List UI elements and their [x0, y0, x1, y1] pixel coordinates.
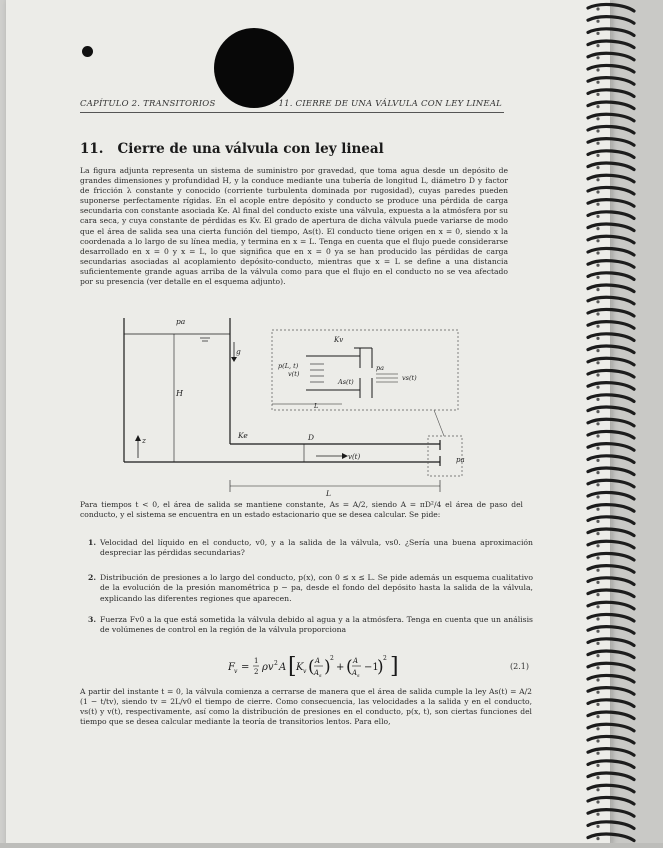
binding-hole [596, 642, 599, 645]
paragraph-tiempos: Para tiempos t < 0, el área de salida se mantiene constante, As = A/2, siendo A = πD²/4 el área de paso del conducto, y el sistema se encuentra en un estado estacionario que se desea calcular. Se pide: [80, 500, 523, 520]
binding-hole [596, 813, 599, 816]
svg-text:K: K [296, 662, 304, 673]
svg-text:A: A [352, 669, 358, 677]
svg-text:2: 2 [383, 655, 387, 662]
binding-hole [596, 105, 599, 108]
spiral-coil [588, 114, 634, 121]
binding-hole [596, 288, 599, 291]
question-text: Fuerza Fv0 a la que está sometida la válvula debido al agua y a la atmósfera. Tenga en cuenta que un análisis de volúmenes de control en la región de la válvula proporciona [100, 615, 533, 635]
svg-text:A: A [279, 662, 287, 673]
svg-text:1: 1 [254, 657, 259, 665]
label-v-t: v(t) [348, 453, 361, 461]
binding-hole [596, 227, 599, 230]
svg-text:s: s [357, 673, 360, 679]
question-number: 1. [88, 538, 97, 547]
binding-hole [596, 605, 599, 608]
binding-hole [596, 495, 599, 498]
spiral-coil [588, 395, 634, 402]
binding-hole [596, 349, 599, 352]
svg-text:): ) [324, 657, 331, 677]
section-title [80, 141, 384, 157]
svg-text:A: A [315, 657, 321, 665]
svg-text:[: [ [288, 654, 297, 679]
spiral-coil [588, 297, 634, 304]
binding-hole [596, 691, 599, 694]
paragraph-final: A partir del instante t = 0, la válvula comienza a cerrarse de manera que el área de salida cumple la ley As(t) = A/2 (1 − t/tv), siendo tv = 2L/v0 el tiempo de cierre. Como consecuencia, las velocidades a la salida y en el conducto, vs(t) y v(t), respectivamente, así como la distribución de presiones en el conducto, p(x, t), son ciertas funciones del tiempo que se desea calcular mediante la teoría de transitorios lentos. Para ello, [80, 687, 532, 727]
svg-text:−1: −1 [364, 662, 379, 673]
label-vs-t: vs(t) [402, 374, 417, 382]
spiral-coil [588, 749, 634, 756]
spiral-coil [588, 248, 634, 255]
spiral-coil [588, 651, 634, 658]
spiral-coil [588, 163, 634, 170]
spiral-coil [588, 505, 634, 512]
spiral-coil [588, 309, 634, 316]
spiral-coil [588, 797, 634, 804]
spiral-coil [588, 126, 634, 133]
question-list [88, 538, 533, 645]
binding-hole [596, 752, 599, 755]
label-g: g [236, 347, 241, 356]
binding-hole [596, 44, 599, 47]
spiral-coil [588, 541, 634, 548]
label-pa-detail: pa [376, 364, 385, 372]
label-pa-right: pa [456, 456, 465, 464]
binding-hole [596, 373, 599, 376]
header-section: 11. CIERRE DE UNA VÁLVULA CON LEY LINEAL [278, 99, 502, 109]
binding-hole [596, 666, 599, 669]
label-As-t: As(t) [338, 378, 354, 386]
binding-hole [596, 825, 599, 828]
spiral-coil [588, 602, 634, 609]
spiral-coil [588, 736, 634, 743]
binding-hole [596, 703, 599, 706]
binding-hole [596, 678, 599, 681]
binding-hole [596, 593, 599, 596]
spiral-coil [588, 834, 634, 841]
binding-hole [596, 727, 599, 730]
spiral-coil [588, 566, 634, 573]
page-header [80, 99, 502, 109]
binding-hole [596, 117, 599, 120]
spiral-coil [588, 431, 634, 438]
punch-hole-large [214, 28, 294, 108]
spiral-coil [588, 224, 634, 231]
binding-hole [596, 264, 599, 267]
svg-text:): ) [377, 657, 384, 677]
equation-number: (2.1) [510, 662, 529, 671]
question-item [88, 538, 533, 573]
spiral-coil [588, 444, 634, 451]
binding-hole [596, 325, 599, 328]
binding-hole [596, 337, 599, 340]
spiral-coil [588, 529, 634, 536]
spiral-coil [588, 187, 634, 194]
svg-text:=: = [241, 662, 250, 673]
spiral-coil [588, 212, 634, 219]
label-Kv: Kv [334, 336, 344, 344]
binding-hole [596, 654, 599, 657]
spiral-coil [588, 273, 634, 280]
spiral-coil [588, 517, 634, 524]
binding-hole [596, 630, 599, 633]
spiral-coil [588, 810, 634, 817]
binding-hole [596, 300, 599, 303]
spiral-coil [588, 663, 634, 670]
spiral-coil [588, 236, 634, 243]
spiral-coil [588, 456, 634, 463]
binding-hole [596, 739, 599, 742]
spiral-coil [588, 578, 634, 585]
spiral-coil [588, 334, 634, 341]
binding-hole [596, 81, 599, 84]
svg-text:s: s [319, 673, 322, 679]
binding-hole [596, 581, 599, 584]
spiral-coil [588, 90, 634, 97]
binding-hole [596, 7, 599, 10]
binding-hole [596, 56, 599, 59]
spiral-coil [588, 370, 634, 377]
binding-hole [596, 93, 599, 96]
svg-text:2: 2 [274, 660, 278, 667]
binding-hole [596, 239, 599, 242]
label-Ke: Ke [238, 431, 248, 440]
spiral-coil [588, 700, 634, 707]
spiral-coil [588, 358, 634, 365]
spiral-coil [588, 285, 634, 292]
binding-hole [596, 569, 599, 572]
binding-hole [596, 312, 599, 315]
spiral-coil [588, 773, 634, 780]
label-L-detail: L [314, 402, 319, 410]
binding-hole [596, 178, 599, 181]
label-D: D [308, 433, 315, 442]
spiral-coil [588, 29, 634, 36]
svg-text:]: ] [390, 654, 399, 679]
label-pa-top: pa [176, 317, 186, 326]
question-item [88, 615, 533, 645]
system-figure [110, 312, 480, 502]
binding-hole [596, 556, 599, 559]
label-H: H [176, 389, 183, 398]
binding-hole [596, 68, 599, 71]
spiral-coil [588, 553, 634, 560]
spiral-coil [588, 761, 634, 768]
spiral-coil [588, 175, 634, 182]
spiral-coil [588, 492, 634, 499]
binding-hole [596, 422, 599, 425]
page-bottom-edge [0, 843, 663, 848]
binding-hole [596, 398, 599, 401]
binding-hole [596, 715, 599, 718]
punch-hole-small [82, 46, 93, 57]
spiral-coil [588, 261, 634, 268]
spiral-coil [588, 590, 634, 597]
binding-hole [596, 129, 599, 132]
section-title-text: Cierre de una válvula con ley lineal [117, 141, 384, 157]
spiral-coil [588, 151, 634, 158]
spiral-coil [588, 4, 634, 11]
binding-hole [596, 520, 599, 523]
binding-hole [596, 764, 599, 767]
spiral-coil [588, 419, 634, 426]
binding-hole [596, 617, 599, 620]
question-number: 2. [88, 573, 97, 582]
svg-text:v: v [303, 668, 307, 675]
binding-hole [596, 203, 599, 206]
spiral-coil [588, 200, 634, 207]
spiral-coil [588, 53, 634, 60]
valve-detail-box [272, 330, 458, 410]
binding-hole [596, 32, 599, 35]
binding-hole [596, 483, 599, 486]
svg-text:+: + [336, 662, 345, 673]
binding-hole [596, 361, 599, 364]
spiral-coil [588, 688, 634, 695]
binding-hole [596, 166, 599, 169]
spiral-coil [588, 675, 634, 682]
binding-hole [596, 776, 599, 779]
binding-hole [596, 459, 599, 462]
binding-hole [596, 215, 599, 218]
binding-hole [596, 154, 599, 157]
paragraph-intro: La figura adjunta representa un sistema de suministro por gravedad, que toma agua desde un depósito de grandes dimensiones y profundidad H, y la conduce mediante una tubería de longitud L, diámetro D y factor de fricción λ constante y conocido (corriente turbulenta dominada por rugosidad), cuyas paredes pueden suponerse perfectamente rígidas. En el acople entre depósito y conducto se produce una pérdida de carga secundaria con constante asociada Ke. Al final del conducto existe una válvula, expuesta a la atmósfera por su cara seca, y cuya constante de pérdidas es Kv. El grado de apertura de dicha válvula puede variarse de modo que el área de salida sea una cierta función del tiempo, As(t). El conducto tiene origen en x = 0, siendo x la coordenada a lo largo de su línea media, y termina en x = L. Tenga en cuenta que el flujo puede considerarse desarrollado en x = 0 y x = L, lo que significa que en x = 0 ya se han producido las pérdidas de carga secundarias asociadas al acoplamiento depósito-conducto, mientras que x = L se define a una distancia suficientemente grande aguas arriba de la válvula como para que el flujo en el conducto no se vea afectado por su presencia (ver detalle en el esquema adjunto). [80, 166, 508, 287]
binding-hole [596, 508, 599, 511]
spiral-coil [588, 785, 634, 792]
question-text: Distribución de presiones a lo largo del conducto, p(x), con 0 ≤ x ≤ L. Se pide además un esquema cualitativo de la evolución de la presión manométrica p − pa, desde el fondo del depósito hasta la salida de la válvula, explicando las diferentes regiones que aparecen. [100, 573, 533, 603]
svg-text:2: 2 [330, 655, 334, 662]
label-z: z [142, 436, 146, 445]
spiral-coil [588, 41, 634, 48]
question-text: Velocidad del líquido en el conducto, v0, y a la salida de la válvula, vs0. ¿Sería una buena aproximación despreciar las pérdidas secundarias? [100, 538, 533, 558]
spiral-coil [588, 614, 634, 621]
svg-text:(: ( [346, 657, 353, 677]
spiral-coil [588, 78, 634, 85]
binding-hole [596, 447, 599, 450]
spiral-coil [588, 407, 634, 414]
svg-text:2: 2 [254, 668, 259, 676]
binding-hole [596, 837, 599, 840]
spiral-coil [588, 346, 634, 353]
binding-hole [596, 276, 599, 279]
svg-text:F: F [228, 662, 235, 673]
spiral-coil [588, 65, 634, 72]
spiral-coil [588, 139, 634, 146]
binding-hole [596, 471, 599, 474]
binding-hole [596, 142, 599, 145]
binding-hole [596, 410, 599, 413]
header-chapter: CAPÍTULO 2. TRANSITORIOS [80, 99, 216, 109]
equation-force [228, 646, 408, 688]
svg-text:A: A [353, 657, 359, 665]
binding-hole [596, 20, 599, 23]
spiral-coil [588, 724, 634, 731]
header-rule [80, 112, 504, 113]
svg-text:(: ( [308, 657, 315, 677]
question-number: 3. [88, 615, 97, 624]
spiral-coil [588, 712, 634, 719]
spiral-coil [588, 17, 634, 24]
binding-hole [596, 788, 599, 791]
label-L-main: L [326, 489, 331, 498]
spiral-coil [588, 383, 634, 390]
binding-hole [596, 434, 599, 437]
label-v-t-detail: v(t) [288, 370, 300, 378]
binding-hole [596, 386, 599, 389]
label-p-L-t: p(L, t) [278, 362, 299, 370]
svg-text:A: A [314, 669, 320, 677]
binding-hole [596, 190, 599, 193]
section-number: 11. [80, 141, 104, 157]
spiral-coil [588, 627, 634, 634]
spiral-coil [588, 480, 634, 487]
svg-text:v: v [234, 668, 238, 675]
question-item [88, 573, 533, 615]
svg-text:ρv: ρv [262, 662, 274, 673]
spiral-binding [580, 0, 663, 848]
spiral-coil [588, 102, 634, 109]
binding-hole [596, 800, 599, 803]
binding-hole [596, 532, 599, 535]
spiral-coil [588, 822, 634, 829]
binding-hole [596, 251, 599, 254]
spiral-coil [588, 322, 634, 329]
binding-hole [596, 544, 599, 547]
spiral-coil [588, 639, 634, 646]
spiral-coil [588, 468, 634, 475]
